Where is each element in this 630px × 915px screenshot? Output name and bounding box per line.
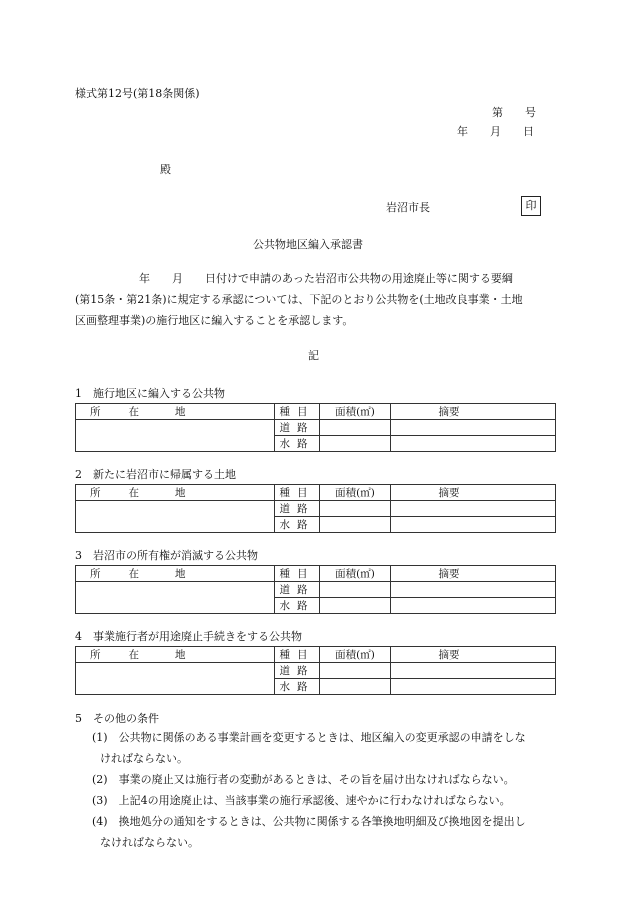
area-cell [320, 663, 391, 679]
kind-header: 種目 [275, 566, 320, 582]
location-header: 所 在 地 [76, 566, 275, 582]
section-2-table [75, 484, 556, 533]
area-header: 面積(㎡) [320, 566, 391, 582]
note-cell [391, 582, 556, 598]
table-header-row [76, 485, 556, 501]
seal-mark: 印 [521, 196, 541, 216]
note-cell [391, 436, 556, 452]
addressee-suffix: 殿 [160, 163, 171, 176]
condition-4-line-1: (4) 換地処分の通知をするときは、公共物に関係する各筆換地明細及び換地図を提出し [92, 815, 526, 828]
location-cell [76, 582, 275, 614]
table-header-row [76, 404, 556, 420]
kind-road: 道路 [275, 663, 320, 679]
condition-item-4 [92, 811, 562, 853]
document-title: 公共物地区編入承認書 [253, 238, 363, 251]
condition-item-3 [92, 790, 562, 811]
condition-2-line-1: (2) 事業の廃止又は施行者の変動があるときは、その旨を届け出なければならない。 [92, 773, 515, 786]
note-header: 摘要 [391, 404, 556, 420]
condition-1-line-2: ければならない。 [100, 752, 188, 765]
area-cell [320, 436, 391, 452]
area-header: 面積(㎡) [320, 485, 391, 501]
note-cell [391, 501, 556, 517]
issuer-title: 岩沼市長 [386, 201, 430, 214]
body-line-3: 区画整理事業)の施行地区に編入することを承認します。 [75, 314, 354, 327]
kind-water: 水路 [275, 517, 320, 533]
kind-road: 道路 [275, 501, 320, 517]
conditions-title: 5 その他の条件 [75, 712, 159, 725]
table-row [76, 420, 556, 436]
section-3-title: 3 岩沼市の所有権が消滅する公共物 [75, 549, 258, 562]
kind-header: 種目 [275, 485, 320, 501]
section-4-table [75, 646, 556, 695]
table-row [76, 582, 556, 598]
note-cell [391, 420, 556, 436]
location-cell [76, 420, 275, 452]
body-line-1: 年 月 日付けで申請のあった岩沼市公共物の用途廃止等に関する要綱 [139, 272, 513, 285]
condition-item-2 [92, 769, 562, 790]
area-cell [320, 517, 391, 533]
document-number: 第 号 [492, 106, 536, 119]
area-header: 面積(㎡) [320, 647, 391, 663]
body-text [75, 268, 555, 331]
note-cell [391, 517, 556, 533]
kind-header: 種目 [275, 404, 320, 420]
location-header: 所 在 地 [76, 485, 275, 501]
kind-header: 種目 [275, 647, 320, 663]
document-date: 年 月 日 [457, 125, 534, 138]
note-header: 摘要 [391, 485, 556, 501]
note-cell [391, 679, 556, 695]
area-cell [320, 679, 391, 695]
area-cell [320, 420, 391, 436]
body-line-2: (第15条・第21条)に規定する承認については、下記のとおり公共物を(土地改良事業・土地 [75, 293, 523, 306]
location-header: 所 在 地 [76, 404, 275, 420]
table-header-row [76, 647, 556, 663]
location-header: 所 在 地 [76, 647, 275, 663]
condition-4-line-2: なければならない。 [100, 836, 199, 849]
kind-road: 道路 [275, 420, 320, 436]
table-row [76, 501, 556, 517]
form-label: 様式第12号(第18条関係) [75, 87, 200, 100]
section-1-title: 1 施行地区に編入する公共物 [75, 387, 225, 400]
section-2-title: 2 新たに岩沼市に帰属する土地 [75, 468, 236, 481]
area-cell [320, 501, 391, 517]
note-cell [391, 598, 556, 614]
section-3-table [75, 565, 556, 614]
kind-water: 水路 [275, 679, 320, 695]
note-header: 摘要 [391, 566, 556, 582]
location-cell [76, 501, 275, 533]
table-header-row [76, 566, 556, 582]
condition-1-line-1: (1) 公共物に関係のある事業計画を変更するときは、地区編入の変更承認の申請をしな [92, 731, 526, 744]
section-1-table [75, 403, 556, 452]
note-header: 摘要 [391, 647, 556, 663]
kind-road: 道路 [275, 582, 320, 598]
condition-item-1 [92, 727, 562, 769]
location-cell [76, 663, 275, 695]
kind-water: 水路 [275, 436, 320, 452]
section-4-title: 4 事業施行者が用途廃止手続きをする公共物 [75, 630, 302, 643]
kind-water: 水路 [275, 598, 320, 614]
area-cell [320, 598, 391, 614]
ki-heading: 記 [308, 349, 319, 362]
table-row [76, 663, 556, 679]
area-header: 面積(㎡) [320, 404, 391, 420]
note-cell [391, 663, 556, 679]
condition-3-line-1: (3) 上記4の用途廃止は、当該事業の施行承認後、速やかに行わなければならない。 [92, 794, 511, 807]
area-cell [320, 582, 391, 598]
